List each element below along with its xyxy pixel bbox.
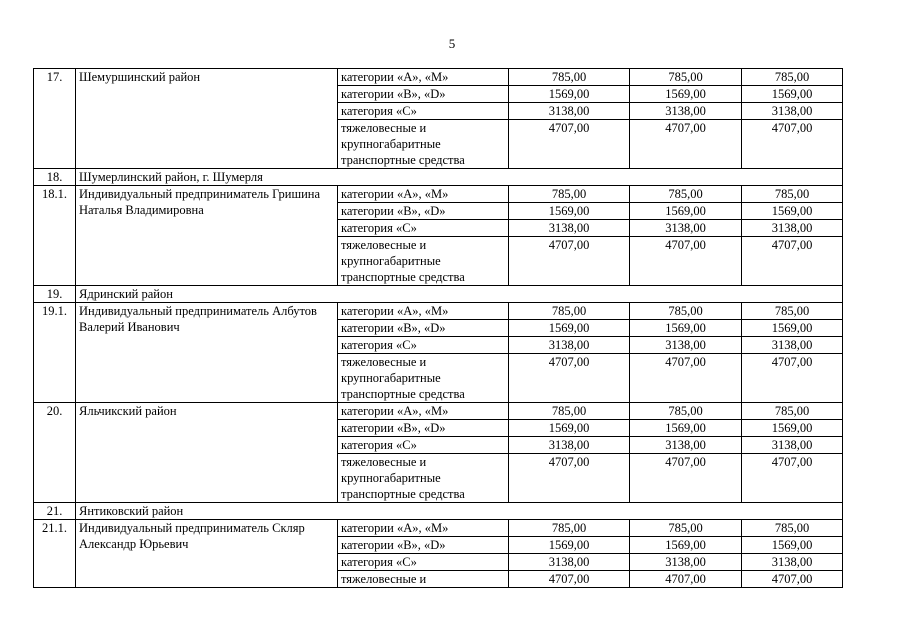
vehicle-category: категория «С»: [338, 337, 509, 354]
vehicle-category: тяжеловесные и крупногабаритные транспортные средства: [338, 354, 509, 403]
price-cell-2: 785,00: [630, 303, 742, 320]
price-cell-2: 3138,00: [630, 337, 742, 354]
vehicle-category: категории «В», «D»: [338, 537, 509, 554]
price-cell-2: 785,00: [630, 403, 742, 420]
table-row: [34, 186, 843, 203]
row-number: 20.: [34, 403, 76, 503]
price-cell-1: 785,00: [509, 69, 630, 86]
table-row: [34, 69, 843, 86]
price-cell-2: 1569,00: [630, 537, 742, 554]
section-heading-row: [34, 169, 843, 186]
price-cell-1: 3138,00: [509, 220, 630, 237]
price-cell-3: 785,00: [742, 186, 843, 203]
organization-name: Индивидуальный предприниматель Албутов Валерий Иванович: [76, 303, 338, 403]
price-cell-1: 3138,00: [509, 103, 630, 120]
price-cell-1: 1569,00: [509, 86, 630, 103]
organization-name: Индивидуальный предприниматель Гришина Наталья Владимировна: [76, 186, 338, 286]
table-row: [34, 303, 843, 320]
price-cell-3: 4707,00: [742, 354, 843, 403]
price-cell-2: 4707,00: [630, 354, 742, 403]
price-cell-3: 3138,00: [742, 554, 843, 571]
vehicle-category: категория «С»: [338, 220, 509, 237]
price-cell-3: 1569,00: [742, 537, 843, 554]
price-cell-3: 1569,00: [742, 320, 843, 337]
price-cell-3: 4707,00: [742, 237, 843, 286]
price-cell-2: 3138,00: [630, 437, 742, 454]
row-number: 18.1.: [34, 186, 76, 286]
price-cell-2: 3138,00: [630, 554, 742, 571]
vehicle-category: категория «С»: [338, 437, 509, 454]
table-row: [34, 520, 843, 537]
price-cell-1: 785,00: [509, 303, 630, 320]
price-cell-1: 3138,00: [509, 554, 630, 571]
price-cell-1: 785,00: [509, 403, 630, 420]
price-cell-2: 785,00: [630, 186, 742, 203]
vehicle-category: категории «В», «D»: [338, 420, 509, 437]
price-cell-2: 785,00: [630, 520, 742, 537]
vehicle-category: категории «А», «М»: [338, 520, 509, 537]
price-cell-2: 785,00: [630, 69, 742, 86]
row-number: 21.1.: [34, 520, 76, 588]
price-cell-1: 4707,00: [509, 454, 630, 503]
district-name: Ядринский район: [76, 286, 843, 303]
row-number: 17.: [34, 69, 76, 169]
price-cell-2: 4707,00: [630, 120, 742, 169]
vehicle-category: тяжеловесные и: [338, 571, 509, 588]
price-cell-2: 3138,00: [630, 220, 742, 237]
price-cell-3: 785,00: [742, 303, 843, 320]
price-cell-2: 3138,00: [630, 103, 742, 120]
price-cell-3: 785,00: [742, 69, 843, 86]
vehicle-category: категории «А», «М»: [338, 69, 509, 86]
price-cell-1: 1569,00: [509, 203, 630, 220]
price-cell-3: 3138,00: [742, 220, 843, 237]
organization-name: Яльчикский район: [76, 403, 338, 503]
price-cell-1: 4707,00: [509, 571, 630, 588]
vehicle-category: категории «В», «D»: [338, 320, 509, 337]
vehicle-category: категория «С»: [338, 554, 509, 571]
tariff-table-body: [34, 69, 843, 588]
price-cell-2: 1569,00: [630, 320, 742, 337]
price-cell-1: 785,00: [509, 186, 630, 203]
price-cell-2: 1569,00: [630, 420, 742, 437]
row-number: 19.: [34, 286, 76, 303]
vehicle-category: тяжеловесные и крупногабаритные транспортные средства: [338, 120, 509, 169]
price-cell-1: 4707,00: [509, 237, 630, 286]
price-cell-1: 4707,00: [509, 120, 630, 169]
price-cell-3: 785,00: [742, 520, 843, 537]
price-cell-3: 785,00: [742, 403, 843, 420]
price-cell-3: 3138,00: [742, 103, 843, 120]
organization-name: Индивидуальный предприниматель Скляр Александр Юрьевич: [76, 520, 338, 588]
row-number: 21.: [34, 503, 76, 520]
vehicle-category: категории «В», «D»: [338, 86, 509, 103]
row-number: 18.: [34, 169, 76, 186]
table-row: [34, 403, 843, 420]
page-number: 5: [448, 36, 456, 51]
price-cell-3: 3138,00: [742, 337, 843, 354]
district-name: Шумерлинский район, г. Шумерля: [76, 169, 843, 186]
vehicle-category: категория «С»: [338, 103, 509, 120]
price-cell-1: 4707,00: [509, 354, 630, 403]
vehicle-category: тяжеловесные и крупногабаритные транспортные средства: [338, 237, 509, 286]
vehicle-category: категории «А», «М»: [338, 303, 509, 320]
vehicle-category: категории «А», «М»: [338, 403, 509, 420]
price-cell-3: 3138,00: [742, 437, 843, 454]
price-cell-2: 4707,00: [630, 237, 742, 286]
section-heading-row: [34, 286, 843, 303]
vehicle-category: категории «А», «М»: [338, 186, 509, 203]
price-cell-1: 1569,00: [509, 537, 630, 554]
price-cell-1: 3138,00: [509, 437, 630, 454]
price-cell-2: 1569,00: [630, 86, 742, 103]
price-cell-1: 785,00: [509, 520, 630, 537]
price-cell-3: 1569,00: [742, 203, 843, 220]
vehicle-category: тяжеловесные и крупногабаритные транспортные средства: [338, 454, 509, 503]
district-name: Янтиковский район: [76, 503, 843, 520]
price-cell-3: 4707,00: [742, 120, 843, 169]
price-cell-2: 4707,00: [630, 571, 742, 588]
tariff-table: [33, 68, 843, 588]
section-heading-row: [34, 503, 843, 520]
price-cell-2: 4707,00: [630, 454, 742, 503]
row-number: 19.1.: [34, 303, 76, 403]
price-cell-3: 1569,00: [742, 86, 843, 103]
price-cell-1: 1569,00: [509, 320, 630, 337]
price-cell-3: 4707,00: [742, 571, 843, 588]
organization-name: Шемуршинский район: [76, 69, 338, 169]
price-cell-3: 4707,00: [742, 454, 843, 503]
price-cell-1: 3138,00: [509, 337, 630, 354]
vehicle-category: категории «В», «D»: [338, 203, 509, 220]
price-cell-2: 1569,00: [630, 203, 742, 220]
price-cell-1: 1569,00: [509, 420, 630, 437]
price-cell-3: 1569,00: [742, 420, 843, 437]
